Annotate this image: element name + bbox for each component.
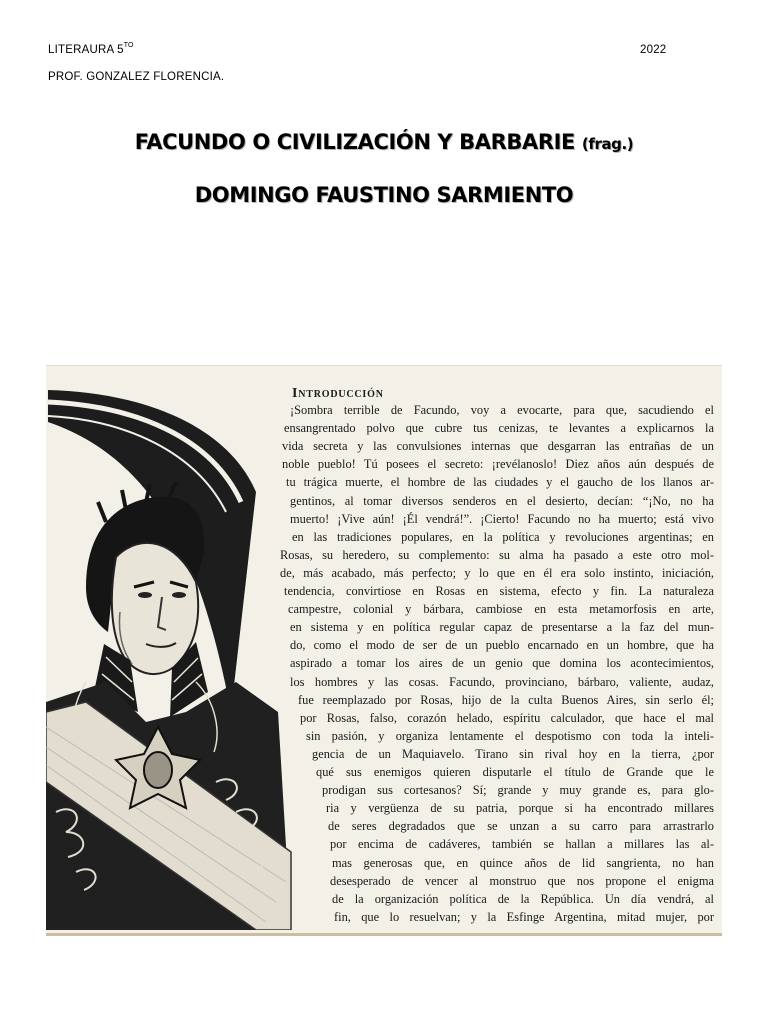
excerpt-line: por encima de cadáveres, también se hallan a millares las al- xyxy=(330,837,714,852)
excerpt-line: de seres degradados que se unzan a su carro para arrastrarlo xyxy=(328,819,714,834)
excerpt-line: noble pueblo! Tú posees el secreto: ¡revélanoslo! Diez años aún después de xyxy=(282,457,714,472)
excerpt-line: en las tradiciones populares, en la política y revoluciones argentinas; en xyxy=(292,529,714,544)
excerpt-line: ria y vergüenza de su patria, porque si ha encontrado millares xyxy=(326,801,714,816)
excerpt-line: tendencia, convirtiose en Rosas en sistema, efecto y fin. La naturaleza xyxy=(284,584,714,598)
title-main: FACUNDO O CIVILIZACIÓN Y BARBARIE xyxy=(134,130,575,154)
excerpt-line: de, más acabado, más perfecto; y lo que en él era solo instinto, iniciación, xyxy=(280,565,714,580)
excerpt-line: vida secreta y las convulsiones internas que desgarran las entrañas de un xyxy=(282,439,714,454)
excerpt-line: ensangrentado polvo que cubre tus cenizas, te levantes a explicarnos la xyxy=(284,421,714,436)
author-title: DOMINGO FAUSTINO SARMIENTO xyxy=(194,183,574,207)
excerpt-line: qué sus enemigos quieren disputarle el título de Grande que le xyxy=(316,765,714,779)
course-superscript: TO xyxy=(123,42,134,49)
excerpt-heading: Introducción xyxy=(292,386,384,401)
excerpt-line: Rosas, su heredero, su complemento: su alma ha pasado a este otro mol- xyxy=(280,547,714,562)
course-text: LITERAURA 5 xyxy=(48,44,124,56)
excerpt-line: do, como el modo de ser de un pueblo encarnado en un hombre, que ha xyxy=(290,638,714,653)
title-suffix: (frag.) xyxy=(581,135,634,153)
excerpt-line: gencia de un Maquiavelo. Tirano sin rival hoy en la tierra, ¿por xyxy=(312,746,714,761)
year-label: 2022 xyxy=(640,44,667,56)
scanned-page-image xyxy=(46,365,722,936)
excerpt-line: en sistema y en política regular capaz de presentarse a la faz del mun- xyxy=(290,620,714,635)
excerpt-line: gentinos, al tomar diversos senderos en el desierto, decían: “¡No, no ha xyxy=(290,493,714,508)
excerpt-line: ¡Sombra terrible de Facundo, voy a evocarte, para que, sacudiendo el xyxy=(290,403,714,417)
excerpt-text xyxy=(236,386,716,926)
excerpt-line: fue reemplazado por Rosas, hijo de la culta Buenos Aires, sin serlo él; xyxy=(298,692,714,707)
excerpt-line: campestre, colonial y bárbara, cambiose en esta metamorfosis en arte, xyxy=(288,602,714,617)
excerpt-line: fin, que lo resuelvan; y la Esfinge Argentina, mitad mujer, por xyxy=(334,909,714,924)
excerpt-line: sin pasión, y organiza lentamente el despotismo con toda la inteli- xyxy=(306,728,714,743)
excerpt-line: los hombres y las cosas. Facundo, provinciano, bárbaro, valiente, audaz, xyxy=(290,674,714,689)
excerpt-line: por Rosas, falso, corazón helado, espíritu calculador, que hace el mal xyxy=(300,710,714,725)
course-label xyxy=(48,44,134,56)
excerpt-line: desesperado de vencer al monstruo que nos propone el enigma xyxy=(330,873,714,888)
excerpt-line: mas generosas que, en quince años de lid sangrienta, no han xyxy=(332,855,714,870)
excerpt-line: de la organización política de la República. Un día vendrá, al xyxy=(332,891,714,906)
excerpt-line: muerto! ¡Vive aún! ¡Él vendrá!”. ¡Cierto! Facundo no ha muerto; está vivo xyxy=(290,511,714,526)
page-title xyxy=(0,130,768,154)
excerpt-line: aspirado a tomar los aires de un genio que domina los acontecimientos, xyxy=(290,656,714,671)
excerpt-line: tu trágica muerte, el hombre de las ciudades y el gaucho de los llanos ar- xyxy=(286,475,714,490)
professor-label: PROF. GONZALEZ FLORENCIA. xyxy=(48,71,225,83)
excerpt-line: prodigan sus cortesanos? Sí; grande y muy grande es, para glo- xyxy=(322,783,714,798)
